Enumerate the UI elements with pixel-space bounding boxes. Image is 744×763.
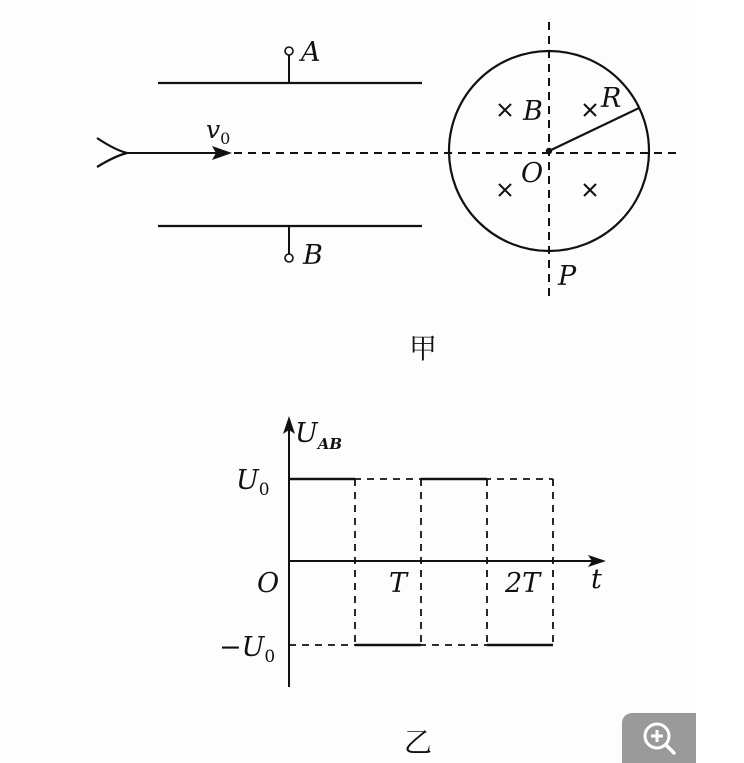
caption-jia: 甲 (409, 332, 438, 365)
field-cross-1 (499, 104, 511, 116)
zoom-in-icon (642, 721, 676, 755)
tick-2t-label: 2T (505, 568, 541, 599)
velocity-label: $v_0$ (206, 115, 231, 148)
point-p-label: P (558, 261, 577, 292)
origin-label: O (257, 568, 280, 599)
plate-a-label: A (301, 37, 321, 68)
minus-u0-label: $-U_0$ (219, 632, 276, 667)
y-axis-label: $U_{AB}$ (295, 418, 343, 453)
radius-label: R (601, 83, 622, 114)
u0-label: $U_0$ (236, 465, 270, 500)
terminal-a (285, 47, 293, 55)
x-axis-label: t (591, 564, 602, 595)
right-margin (696, 0, 744, 763)
center-label: O (521, 158, 544, 189)
field-cross-3 (499, 184, 511, 196)
caption-yi: 乙 (404, 726, 433, 759)
center-dot (546, 148, 552, 154)
field-label: B (523, 96, 543, 127)
field-cross-2 (584, 104, 596, 116)
particle-source (97, 138, 127, 167)
figure-jia (97, 22, 682, 365)
terminal-b (285, 254, 293, 262)
tick-t-label: T (389, 568, 408, 599)
zoom-button[interactable] (622, 713, 696, 763)
field-cross-4 (584, 184, 596, 196)
figure-yi (219, 416, 606, 759)
plate-b-label: B (303, 240, 323, 271)
